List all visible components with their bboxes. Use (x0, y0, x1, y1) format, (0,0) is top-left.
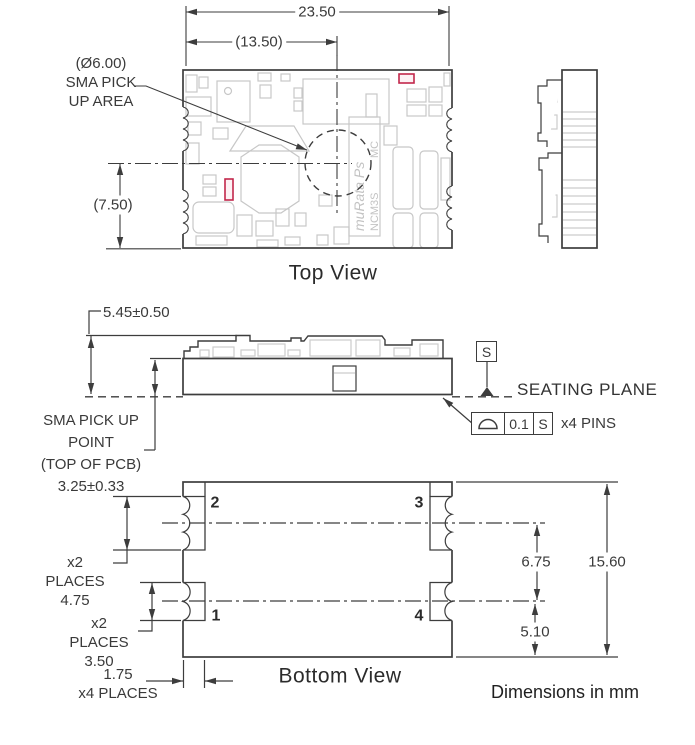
top-view-outline (183, 70, 452, 248)
bottom-view-title: Bottom View (278, 664, 402, 688)
sma-point-note-line3: (TOP OF PCB) (40, 456, 142, 473)
sma-point-note (20, 410, 162, 498)
side-view-body (183, 359, 452, 395)
sma-area-note-line2: SMA PICK (65, 74, 137, 91)
end-view-outline (562, 70, 597, 248)
feature-control-frame (471, 412, 553, 435)
dim-pin2-height: 4.75 (60, 592, 90, 609)
datum-feature-box (476, 341, 497, 362)
fcf-datum-ref: S (538, 415, 548, 432)
dim-overall-height: 5.45±0.50 (103, 304, 170, 321)
fcf-applies-to: x4 PINS (561, 415, 617, 432)
top-view-components (186, 73, 450, 248)
dim-overall-length: 15.60 (585, 553, 629, 572)
dim-pin1-height-note (60, 614, 138, 671)
sma-point-note-line4: 3.25±0.33 (57, 478, 125, 495)
pin-number-2: 2 (210, 494, 220, 512)
dim-overall-width: 23.50 (295, 3, 339, 22)
end-view (538, 70, 597, 248)
sma-area-note-line3: UP AREA (68, 93, 134, 110)
bottom-view (113, 482, 618, 688)
dim-pin-width: 1.75 (103, 666, 133, 683)
pin-number-3: 3 (414, 494, 424, 512)
dim-pick-center-x: (13.50) (232, 33, 286, 52)
pcb-mark-text: MC (369, 140, 381, 158)
dim-pin2-places: x2 PLACES (45, 554, 105, 590)
dim-row-pitch: 6.75 (518, 553, 553, 572)
pcb-logo-text: muRata Ps (351, 161, 367, 231)
profile-of-surface-icon (472, 413, 505, 434)
pcb-silkscreen (351, 141, 381, 231)
datum-triangle-icon (481, 387, 494, 396)
end-view-lower-components (539, 153, 562, 243)
seating-plane-label: SEATING PLANE (517, 380, 658, 399)
highlighted-components (225, 74, 414, 200)
dim-pin1-places: x2 PLACES (69, 615, 129, 651)
dim-pick-center-y: (7.50) (90, 196, 135, 215)
datum-letter: S (481, 343, 492, 360)
pin-number-1: 1 (211, 607, 221, 625)
fcf-tolerance: 0.1 (505, 413, 534, 434)
end-view-upper-components (538, 80, 562, 147)
pcb-part-text: NCM3S (369, 192, 381, 231)
sma-area-note-line1: (Ø6.00) (75, 55, 127, 72)
sma-area-note (52, 54, 150, 111)
sma-point-note-line2: POINT (68, 434, 114, 451)
sma-point-note-line1: SMA PICK UP (43, 412, 139, 429)
dim-pin-width-places: x4 PLACES (78, 685, 158, 702)
bottom-view-outline (183, 482, 452, 657)
dim-pin2-height-note (37, 553, 113, 610)
dim-pin1-height: 3.50 (84, 653, 114, 670)
top-view-title: Top View (288, 261, 378, 285)
pin-number-4: 4 (414, 607, 424, 625)
units-note: Dimensions in mm (491, 682, 640, 702)
dim-pin-width-note (76, 665, 160, 703)
dim-row-offset: 5.10 (517, 623, 552, 642)
